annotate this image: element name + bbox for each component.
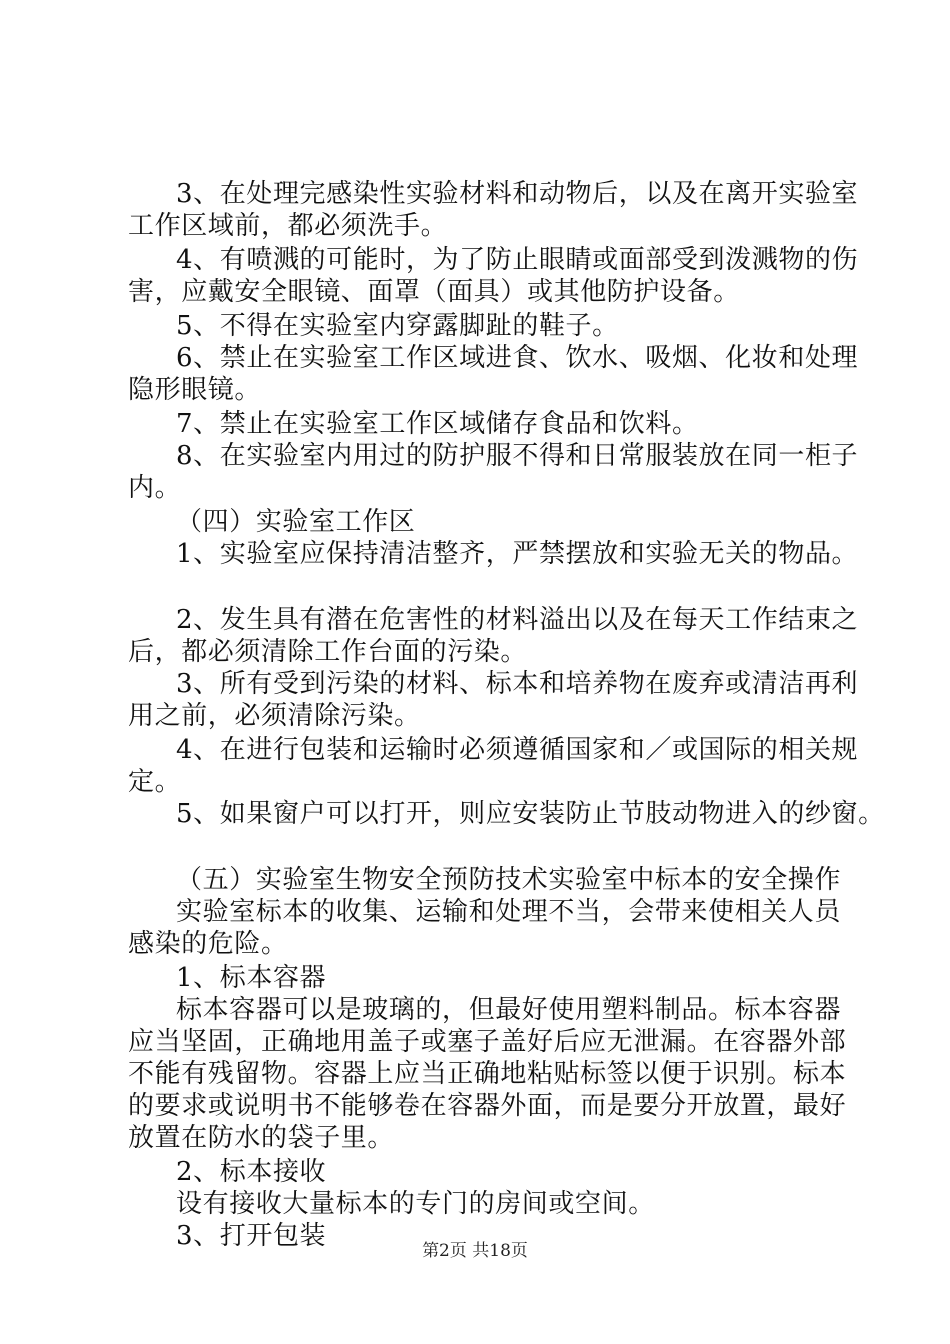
text-line: 不能有残留物。容器上应当正确地粘贴标签以便于识别。标本 — [128, 1059, 847, 1089]
section-heading: （五）实验室生物安全预防技术实验室中标本的安全操作 — [176, 865, 842, 895]
text-line: 的要求或说明书不能够卷在容器外面，而是要分开放置，最好 — [128, 1091, 847, 1121]
text-line: 设有接收大量标本的专门的房间或空间。 — [176, 1189, 655, 1219]
section-heading: （四）实验室工作区 — [176, 507, 416, 537]
text-line: 3、在处理完感染性实验材料和动物后，以及在离开实验室 — [176, 179, 859, 209]
text-line: 感染的危险。 — [128, 929, 288, 959]
text-line: 隐形眼镜。 — [128, 375, 262, 405]
text-line: 定。 — [128, 767, 182, 797]
text-line: 工作区域前，都必须洗手。 — [128, 211, 448, 241]
text-line: 害，应戴安全眼镜、面罩（面具）或其他防护设备。 — [128, 277, 740, 307]
text-line: 实验室标本的收集、运输和处理不当，会带来使相关人员 — [176, 897, 842, 927]
text-line: 5、不得在实验室内穿露脚趾的鞋子。 — [176, 311, 619, 341]
text-line: 标本容器可以是玻璃的，但最好使用塑料制品。标本容器 — [176, 995, 842, 1025]
subheading: 1、标本容器 — [176, 963, 327, 993]
text-line: 2、发生具有潜在危害性的材料溢出以及在每天工作结束之 — [176, 605, 859, 635]
text-line: 后，都必须清除工作台面的污染。 — [128, 637, 528, 667]
subheading: 2、标本接收 — [176, 1157, 327, 1187]
text-line: 放置在防水的袋子里。 — [128, 1123, 395, 1153]
text-line: 8、在实验室内用过的防护服不得和日常服装放在同一柜子 — [176, 441, 859, 471]
text-line: 应当坚固，正确地用盖子或塞子盖好后应无泄漏。在容器外部 — [128, 1027, 847, 1057]
text-line: 3、所有受到污染的材料、标本和培养物在废弃或清洁再利 — [176, 669, 859, 699]
text-line: 4、在进行包装和运输时必须遵循国家和／或国际的相关规 — [176, 735, 859, 765]
text-line: 6、禁止在实验室工作区域进食、饮水、吸烟、化妆和处理 — [176, 343, 859, 373]
text-line: 7、禁止在实验室工作区域储存食品和饮料。 — [176, 409, 699, 439]
text-line: 1、实验室应保持清洁整齐，严禁摆放和实验无关的物品。 — [176, 539, 859, 569]
text-line: 4、有喷溅的可能时，为了防止眼睛或面部受到泼溅物的伤 — [176, 245, 859, 275]
text-line: 用之前，必须清除污染。 — [128, 701, 421, 731]
text-line: 内。 — [128, 473, 182, 503]
text-line: 5、如果窗户可以打开，则应安装防止节肢动物进入的纱窗。 — [176, 799, 885, 829]
subheading: 3、打开包装 — [176, 1221, 327, 1251]
page-number-footer: 第2页 共18页 — [422, 1241, 528, 1261]
